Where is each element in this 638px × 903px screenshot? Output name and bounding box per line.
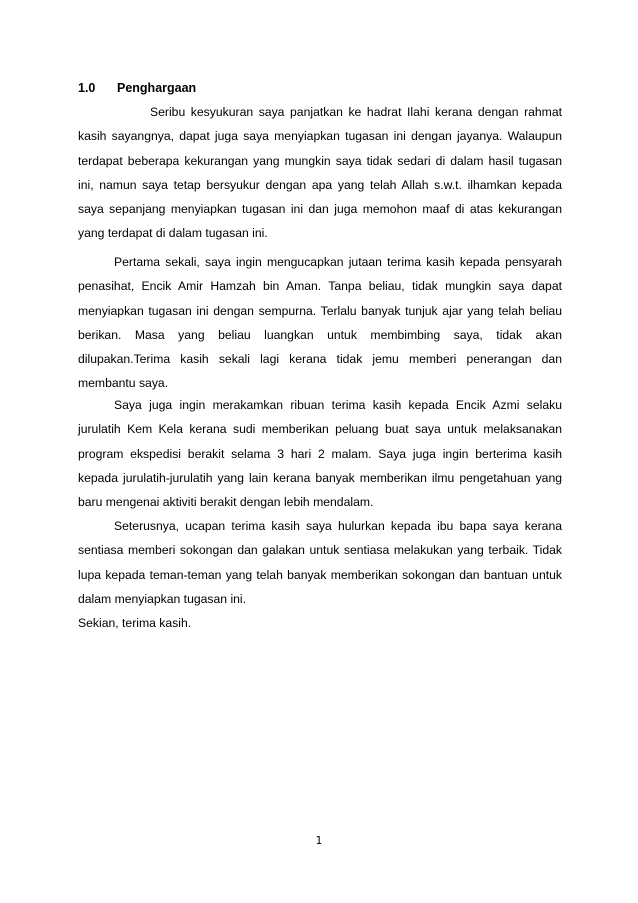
paragraph-advisor-thanks: Pertama sekali, saya ingin mengucapkan jutaan terima kasih kepada pensyarah penasihat, Encik Amir Hamzah bin Aman. Tanpa beliau, tidak mungkin saya dapat menyiapkan tugasan ini dengan sempurna. Terlalu banyak tunjuk ajar yang telah beliau berikan. Masa yang beliau luangkan untuk membimbing saya, tidak akan dilupakan.Terima kasih sekali lagi kerana tidak jemu memberi penerangan dan membantu saya. bbox=[78, 255, 562, 391]
paragraph-coach-thanks: Saya juga ingin merakamkan ribuan terima kasih kepada Encik Azmi selaku jurulatih Kem Kela kerana sudi memberikan peluang buat saya untuk melaksanakan program ekspedisi berakit selama 3 hari 2 malam. Saya juga ingin berterima kasih kepada jurulatih-jurulatih yang lain kerana banyak memberikan ilmu pengetahuan yang baru mengenai aktiviti berakit dengan lebih mendalam. bbox=[78, 398, 562, 510]
paragraph-gratitude: Seribu kesyukuran saya panjatkan ke hadrat Ilahi kerana dengan rahmat kasih sayangnya, dapat juga saya menyiapkan tugasan ini dengan jayanya. Walaupun terdapat beberapa kekurangan yang mungkin saya tidak sedari di dalam hasil tugasan ini, namun saya tetap bersyukur dengan apa yang telah Allah s.w.t. ilhamkan kepada saya sepanjang menyiapkan tugasan ini dan juga memohon maaf di atas kekurangan yang terdapat di dalam tugasan ini. bbox=[78, 105, 562, 241]
section-heading bbox=[78, 80, 196, 96]
page-number: 1 bbox=[315, 835, 323, 847]
paragraph-family-thanks: Seterusnya, ucapan terima kasih saya hulurkan kepada ibu bapa saya kerana sentiasa memberi sokongan dan galakan untuk sentiasa melakukan yang terbaik. Tidak lupa kepada teman-teman yang telah banyak memberikan sokongan dan bantuan untuk dalam menyiapkan tugasan ini. bbox=[78, 519, 562, 606]
paragraph-closing: Sekian, terima kasih. bbox=[78, 616, 192, 630]
section-number: 1.0 bbox=[78, 81, 96, 95]
section-title: Penghargaan bbox=[117, 81, 197, 95]
